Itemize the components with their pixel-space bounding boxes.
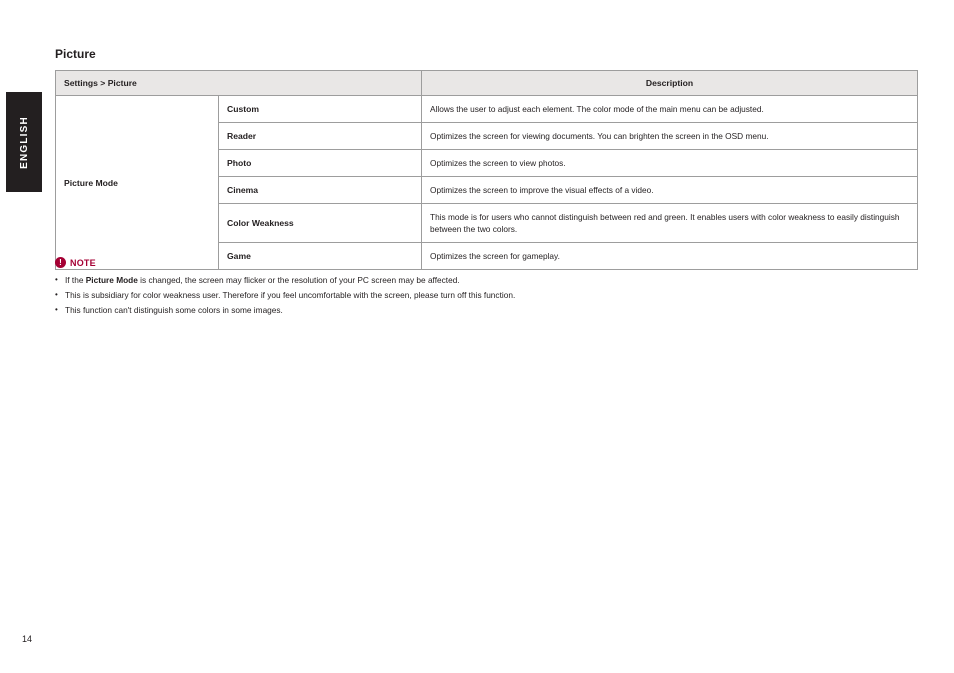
note-text-pre: This is subsidiary for color weakness user. Therefore if you feel uncomfortable with the screen, please turn off this function. — [65, 289, 516, 300]
table-cell-name: Custom — [219, 96, 422, 123]
table-category-picture-mode: Picture Mode — [56, 96, 219, 270]
note-text-post: is changed, the screen may flicker or the resolution of your PC screen may be affected. — [137, 275, 460, 285]
table-cell-description: Allows the user to adjust each element. The color mode of the main menu can be adjusted. — [422, 96, 918, 123]
table-row — [56, 96, 918, 123]
language-tab — [6, 92, 42, 192]
note-text-pre: If the — [65, 275, 86, 285]
table-cell-name: Cinema — [219, 177, 422, 204]
table-cell-name: Game — [219, 243, 422, 270]
note-block — [55, 257, 925, 319]
exclamation-icon: ! — [55, 257, 66, 268]
table-cell-name: Reader — [219, 123, 422, 150]
table-header-description: Description — [422, 71, 918, 96]
table-cell-name: Photo — [219, 150, 422, 177]
picture-settings-table — [55, 70, 918, 270]
note-label: NOTE — [70, 257, 96, 268]
table-cell-description: Optimizes the screen for gameplay. — [422, 243, 918, 270]
table-cell-description: This mode is for users who cannot distinguish between red and green. It enables users with color weakness to easily distinguish between the two colors. — [422, 204, 918, 243]
list-item — [55, 289, 925, 302]
language-tab-label: ENGLISH — [18, 115, 30, 169]
list-item — [55, 274, 925, 287]
table-cell-description: Optimizes the screen to view photos. — [422, 150, 918, 177]
table-header-row — [56, 71, 918, 96]
table-cell-description: Optimizes the screen for viewing documents. You can brighten the screen in the OSD menu. — [422, 123, 918, 150]
note-text-bold: Picture Mode — [85, 275, 138, 285]
table-cell-name: Color Weakness — [219, 204, 422, 243]
note-text-pre: This function can't distinguish some colors in some images. — [65, 304, 283, 315]
list-item — [55, 304, 925, 317]
table-cell-description: Optimizes the screen to improve the visual effects of a video. — [422, 177, 918, 204]
page-number: 14 — [22, 634, 33, 644]
note-list — [55, 274, 925, 317]
table-header-settings: Settings > Picture — [56, 71, 422, 96]
note-header — [55, 257, 925, 268]
page-title: Picture — [55, 47, 96, 61]
